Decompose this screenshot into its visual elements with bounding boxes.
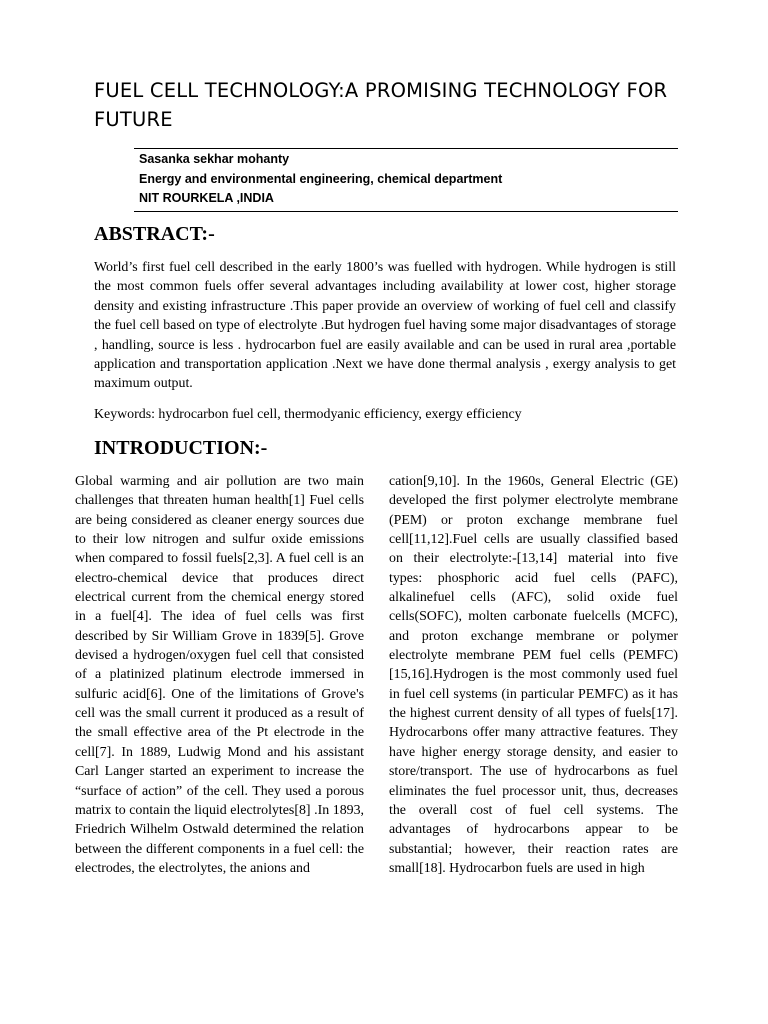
paper-title: FUEL CELL TECHNOLOGY:A PROMISING TECHNOLOGY FOR FUTURE [94,79,668,131]
author-institution: NIT ROURKELA ,INDIA [139,191,274,205]
abstract-heading: ABSTRACT:- [94,223,215,245]
keywords: Keywords: hydrocarbon fuel cell, thermodyanic efficiency, exergy efficiency [94,407,522,422]
author-block [134,148,678,212]
introduction-heading: INTRODUCTION:- [94,437,268,459]
introduction-left-column: Global warming and air pollution are two main challenges that threaten human health[1] Fuel cells are being considered as cleaner energy sources due to their low nitrogen and sulfur oxide emissions when compared to fossil fuels[2,3]. A fuel cell is an electro-chemical device that produces direct electrical current from the chemical energy stored in a fuel[4]. The idea of fuel cells was first described by Sir William Grove in 1839[5]. Grove devised a hydrogen/oxygen fuel cell that consisted of a platinized platinum electrode immersed in sulfuric acid[6]. One of the limitations of Grove's cell was the small current it produced as a result of the small effective area of the Pt electrode in the cell[7]. In 1889, Ludwig Mond and his assistant Carl Langer started an experiment to increase the “surface of action” of the cell. They used a porous matrix to contain the liquid electrolytes[8] .In 1893, Friedrich Wilhelm Ostwald determined the relation between the different components in a fuel cell: the electrodes, the electrolytes, the anions and [75,474,364,876]
author-name: Sasanka sekhar mohanty [139,152,290,166]
abstract-text: World’s first fuel cell described in the early 1800’s was fuelled with hydrogen. While hydrogen is still the most common fuels offer several advantages including availability at lower cost, higher storage density and existing infrastructure .This paper provide an overview of working of fuel cell and classify the fuel cell based on type of electrolyte .But hydrogen fuel having some major disadvantages of storage , handling, source is less . hydrocarbon fuel are easily available and can be used in rural area ,portable application and transportation application .Next we have done thermal analysis , exergy analysis to get maximum output. [94,260,676,392]
introduction-right-column: cation[9,10]. In the 1960s, General Electric (GE) developed the first polymer electrolyte membrane (PEM) or proton exchange membrane fuel cell[11,12].Fuel cells are usually classified based on their electrolyte:-[13,14] material into five types: phosphoric acid fuel cells (PAFC), alkalinefuel cells (AFC), solid oxide fuel cells(SOFC), molten carbonate fuelcells (MCFC), and proton exchange membrane or polymer electrolyte membrane PEM fuel cells (PEMFC)[15,16].Hydrogen is the most commonly used fuel in fuel cell systems (in particular PEMFC) as it has the highest current density of all types of fuels[17]. Hydrocarbons offer many attractive features. They have higher energy storage density, and easier to store/transport. The use of hydrocarbons as fuel eliminates the fuel processor unit, thus, decreases the overall cost of fuel cell systems. The advantages of hydrocarbons appear to be substantial; however, their reaction rates are small[18]. Hydrocarbon fuels are used in high [389,474,678,876]
author-affiliation: Energy and environmental engineering, chemical department [139,171,503,186]
